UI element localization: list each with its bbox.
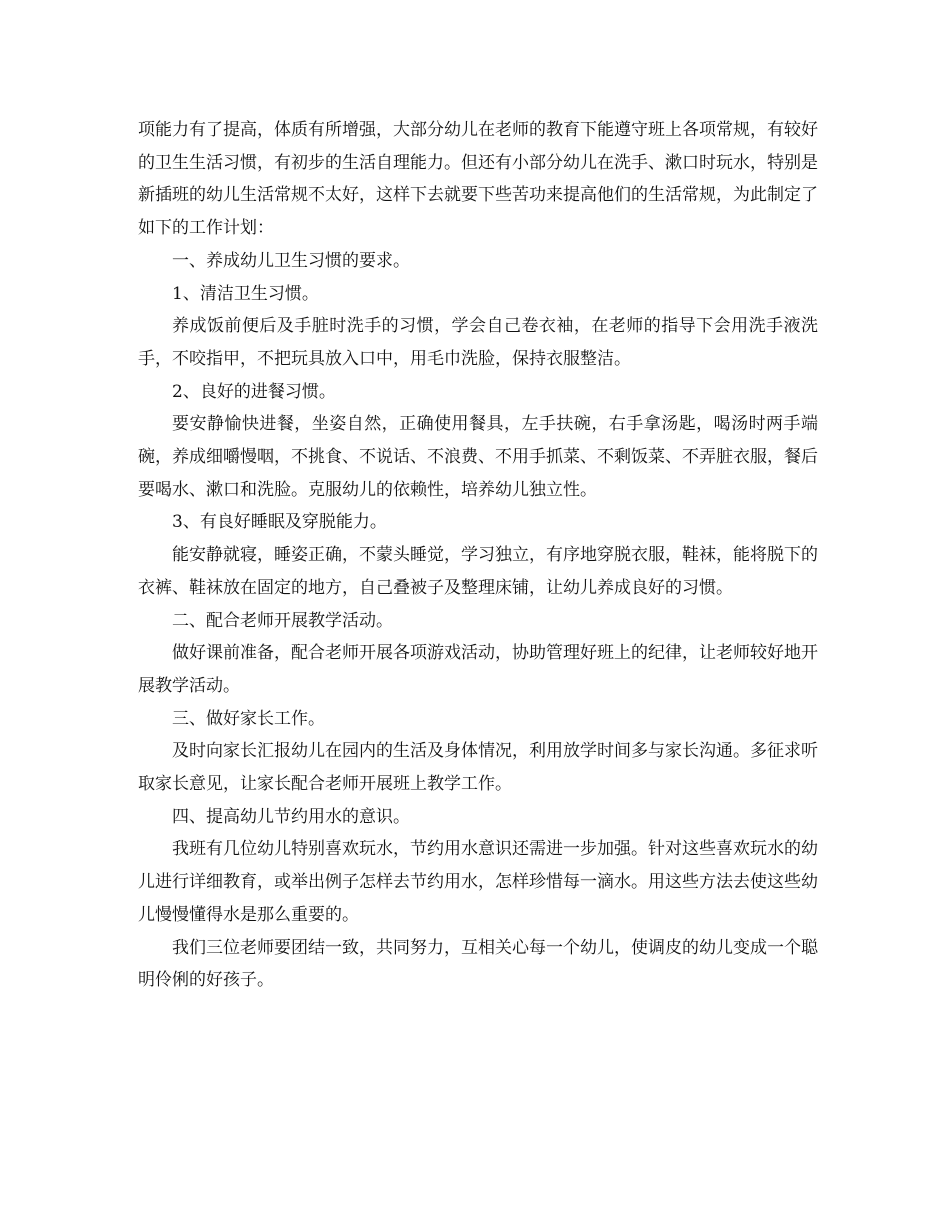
closing-paragraph: 我们三位老师要团结一致，共同努力，互相关心每一个幼儿，使调皮的幼儿变成一个聪明伶俐的好孩子。 bbox=[138, 937, 818, 991]
section-heading-water: 四、提高幼儿节约用水的意识。 bbox=[172, 806, 410, 827]
subheading-eating: 2、良好的进餐习惯。 bbox=[172, 381, 336, 402]
intro-paragraph: 项能力有了提高，体质有所增强，大部分幼儿在老师的教育下能遵守班上各项常规，有较好的卫生生活习惯，有初步的生活自理能力。但还有小部分幼儿在洗手、漱口时玩水，特别是新插班的幼儿生活常规不太好，这样下去就要下些苦功来提高他们的生活常规，为此制定了如下的工作计划： bbox=[138, 120, 818, 239]
subheading-cleanliness: 1、清洁卫生习惯。 bbox=[172, 283, 319, 304]
paragraph-sleep: 能安静就寝，睡姿正确，不蒙头睡觉，学习独立，有序地穿脱衣服，鞋袜，能将脱下的衣裤、鞋袜放在固定的地方，自己叠被子及整理床铺，让幼儿养成良好的习惯。 bbox=[138, 545, 818, 598]
document-body bbox=[138, 114, 818, 997]
paragraph-eating: 要安静愉快进餐，坐姿自然，正确使用餐具，左手扶碗，右手拿汤匙，喝汤时两手端碗，养成细嚼慢咽，不挑食、不说话、不浪费、不用手抓菜、不剩饭菜、不弄脏衣服，餐后要喝水、漱口和洗脸。克服幼儿的依赖性，培养幼儿独立性。 bbox=[138, 414, 818, 500]
section-heading-hygiene: 一、养成幼儿卫生习惯的要求。 bbox=[172, 250, 410, 271]
section-heading-parents: 三、做好家长工作。 bbox=[172, 708, 325, 729]
section-heading-teaching: 二、配合老师开展教学活动。 bbox=[172, 610, 393, 631]
subheading-sleep: 3、有良好睡眠及穿脱能力。 bbox=[172, 512, 387, 533]
paragraph-teaching: 做好课前准备，配合老师开展各项游戏活动，协助管理好班上的纪律，让老师较好地开展教学活动。 bbox=[138, 643, 818, 696]
paragraph-cleanliness: 养成饭前便后及手脏时洗手的习惯，学会自己卷衣袖，在老师的指导下会用洗手液洗手，不咬指甲，不把玩具放入口中，用毛巾洗脸，保持衣服整洁。 bbox=[138, 316, 818, 369]
paragraph-parents: 及时向家长汇报幼儿在园内的生活及身体情况，利用放学时间多与家长沟通。多征求听取家长意见，让家长配合老师开展班上教学工作。 bbox=[138, 741, 818, 795]
paragraph-water: 我班有几位幼儿特别喜欢玩水，节约用水意识还需进一步加强。针对这些喜欢玩水的幼儿进行详细教育，或举出例子怎样去节约用水，怎样珍惜每一滴水。用这些方法去使这些幼儿慢慢懂得水是那么重要的。 bbox=[138, 839, 818, 925]
